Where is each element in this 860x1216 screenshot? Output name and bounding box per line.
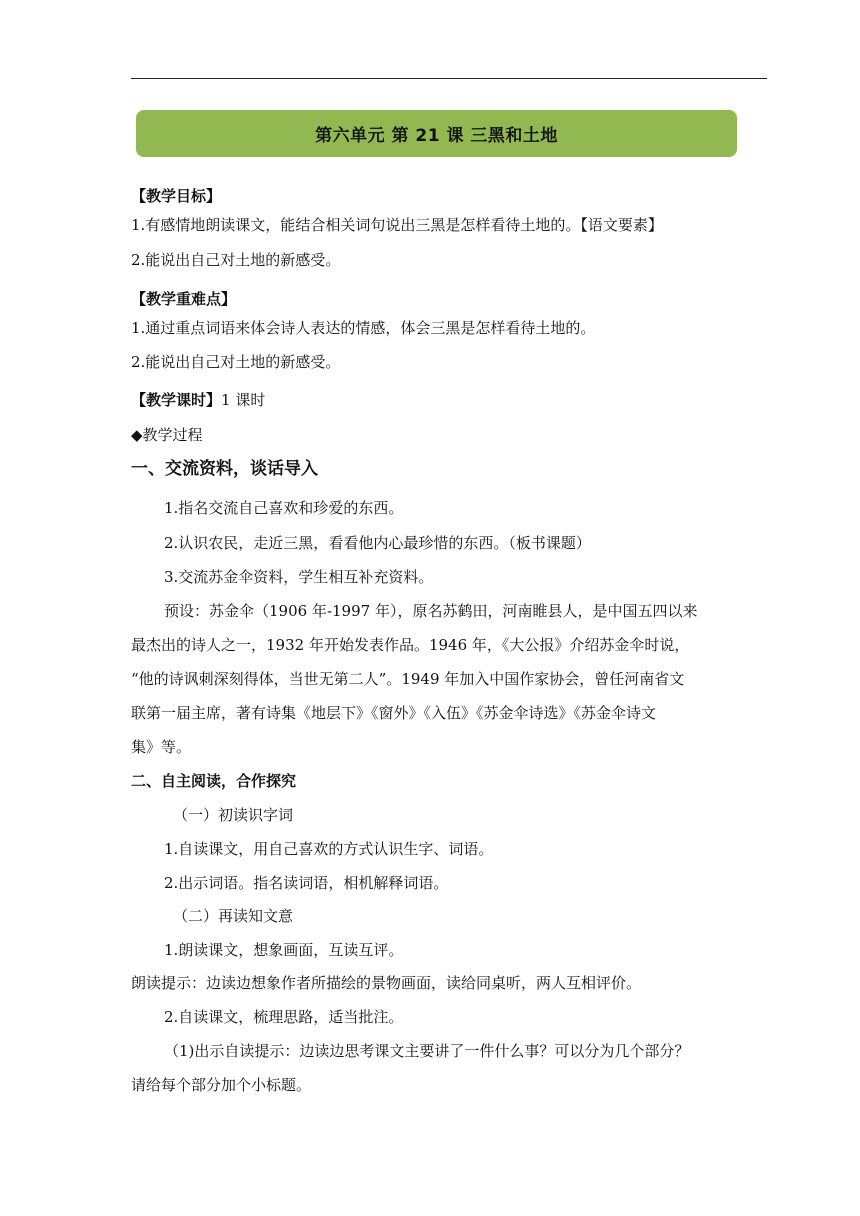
reading-hint-line: 请给每个部分加个小标题。 xyxy=(131,1076,312,1094)
preset-paragraph-line: 预设：苏金伞（1906 年-1997 年），原名苏鹤田，河南睢县人，是中国五四以来 xyxy=(164,602,698,620)
reading-tip: 朗读提示：边读边想象作者所描绘的景物画面，读给同桌听，两人互相评价。 xyxy=(131,974,642,992)
subsection-item: 2.自读课文，梳理思路，适当批注。 xyxy=(164,1008,404,1026)
lesson-title-banner xyxy=(136,110,737,157)
objective-item: 1.有感情地朗读课文，能结合相关词句说出三黑是怎样看待土地的。【语文要素】 xyxy=(131,216,663,234)
header-rule xyxy=(131,78,767,79)
section-1-heading: 一、交流资料，谈话导入 xyxy=(131,459,318,479)
section-1-item: 1.指名交流自己喜欢和珍爱的东西。 xyxy=(164,499,404,517)
lesson-title: 第六单元 第 21 课 三黑和土地 xyxy=(315,126,558,146)
subsection-item: 1.自读课文，用自己喜欢的方式认识生字、词语。 xyxy=(164,840,494,858)
subsection-item: 2.出示词语。指名读词语，相机解释词语。 xyxy=(164,874,449,892)
class-hours-value: 1 课时 xyxy=(221,391,266,409)
preset-paragraph-line: 最杰出的诗人之一，1932 年开始发表作品。1946 年，《大公报》介绍苏金伞时说， xyxy=(131,636,690,654)
reading-hint-line: （1)出示自读提示：边读边思考课文主要讲了一件什么事？可以分为几个部分？ xyxy=(164,1042,690,1060)
objective-item: 2.能说出自己对土地的新感受。 xyxy=(131,251,341,269)
class-hours-label: 【教学课时】 xyxy=(131,391,222,409)
preset-paragraph-line: 联第一届主席，著有诗集《地层下》《窗外》《入伍》《苏金伞诗选》《苏金伞诗文 xyxy=(131,704,657,722)
key-point-item: 2.能说出自己对土地的新感受。 xyxy=(131,353,341,371)
key-point-item: 1.通过重点词语来体会诗人表达的情感，体会三黑是怎样看待土地的。 xyxy=(131,319,596,337)
key-points-heading: 【教学重难点】 xyxy=(131,290,237,308)
section-1-item: 2.认识农民，走近三黑，看看他内心最珍惜的东西。（板书课题） xyxy=(164,534,591,552)
class-hours xyxy=(131,390,265,410)
section-1-item: 3.交流苏金伞资料，学生相互补充资料。 xyxy=(164,568,434,586)
process-label: ◆教学过程 xyxy=(131,426,203,444)
section-2-heading: 二、自主阅读，合作探究 xyxy=(131,772,297,790)
subsection-item: 1.朗读课文，想象画面，互读互评。 xyxy=(164,941,404,959)
preset-paragraph-line: 集》等。 xyxy=(131,738,192,756)
objectives-heading: 【教学目标】 xyxy=(131,187,222,205)
subsection-heading: （一）初读识字词 xyxy=(173,806,294,824)
preset-paragraph-line: “他的诗讽刺深刻得体，当世无第二人”。1949 年加入中国作家协会，曾任河南省文 xyxy=(131,670,685,688)
subsection-heading: （二）再读知文意 xyxy=(173,907,294,925)
